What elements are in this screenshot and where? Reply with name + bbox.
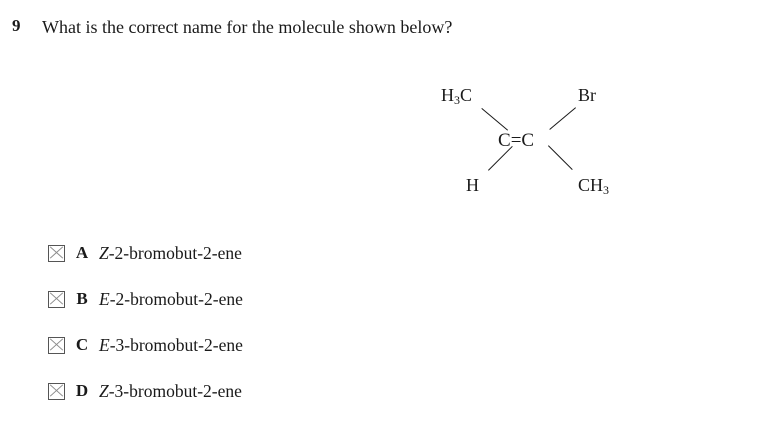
molecule-label-bottom-left: H	[466, 175, 479, 195]
option-name: -2-bromobut-2-ene	[108, 242, 242, 263]
stereo-descriptor: Z	[99, 242, 109, 263]
option-text	[99, 289, 243, 310]
bond-lower-right	[548, 145, 573, 170]
option-letter: A	[75, 243, 89, 262]
question-block	[8, 16, 773, 39]
stereo-descriptor: E	[99, 288, 110, 309]
option-letter: B	[76, 289, 88, 308]
carbon-atom-right: C	[521, 130, 535, 151]
molecule-label-top-left: $H_3C$	[441, 85, 473, 107]
carbon-atom-left: C	[498, 130, 511, 151]
option-d[interactable]	[48, 368, 243, 414]
bond-upper-right	[549, 107, 576, 130]
option-text	[99, 335, 243, 356]
option-letter: C	[75, 335, 89, 354]
molecule-diagram	[430, 78, 660, 206]
stereo-descriptor: Z	[99, 380, 109, 401]
option-text	[99, 381, 242, 402]
molecule-label-top-right: Br	[578, 85, 596, 105]
checkbox-icon[interactable]	[48, 383, 65, 400]
option-b[interactable]	[48, 276, 243, 322]
question-text: What is the correct name for the molecule shown below?	[42, 17, 453, 37]
checkbox-icon[interactable]	[48, 337, 65, 354]
bond-upper-left	[481, 108, 508, 131]
molecule-label-bottom-right: $CH_3$	[578, 175, 610, 197]
checkbox-icon[interactable]	[48, 291, 65, 308]
option-c[interactable]	[48, 322, 243, 368]
option-name: -3-bromobut-2-ene	[109, 334, 243, 355]
question-number: 9	[12, 16, 21, 35]
option-a[interactable]	[48, 230, 243, 276]
double-bond-core	[498, 130, 534, 152]
answer-options	[48, 230, 243, 414]
stereo-descriptor: E	[99, 334, 110, 355]
option-name: -3-bromobut-2-ene	[108, 380, 242, 401]
option-text	[99, 243, 242, 264]
checkbox-icon[interactable]	[48, 245, 65, 262]
option-name: -2-bromobut-2-ene	[109, 288, 243, 309]
option-letter: D	[75, 381, 89, 400]
double-bond-symbol: =	[510, 130, 522, 151]
